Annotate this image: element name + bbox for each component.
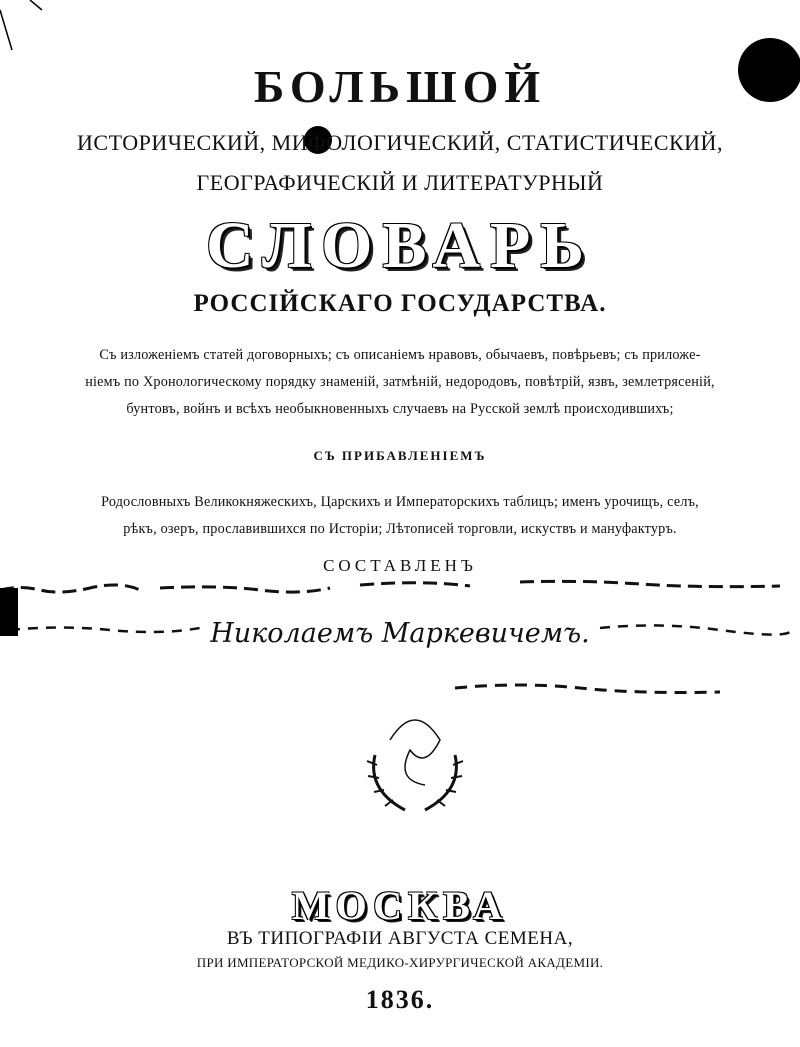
description-line: ніемъ по Хронологическому порядку знаменій, затмѣній, недородовъ, повѣтрій, язвъ, землетрясеній, bbox=[85, 374, 715, 390]
title-state: РОССІЙСКАГО ГОСУДАРСТВА. bbox=[193, 290, 607, 317]
imprint-city: МОСКВА bbox=[291, 883, 509, 928]
author-name: Николаемъ Маркевичемъ. bbox=[210, 618, 590, 649]
description-line: рѣкъ, озеръ, прославившихся по Исторіи; Лѣтописей торговли, искуствъ и мануфактуръ. bbox=[123, 521, 677, 537]
description-line: Съ изложеніемъ статей договорныхъ; съ описаніемъ нравовъ, обычаевъ, повѣрьевъ; съ приложе- bbox=[99, 347, 701, 363]
imprint-academy: ПРИ ИМПЕРАТОРСКОЙ МЕДИКО-ХИРУРГИЧЕСКОЙ АКАДЕМІИ. bbox=[196, 955, 604, 970]
scan-mark bbox=[30, 0, 42, 10]
imprint-printer: ВЪ ТИПОГРАФІИ АВГУСТА СЕМЕНА, bbox=[226, 928, 574, 949]
description-line: Родословныхъ Великокняжескихъ, Царскихъ и Императорскихъ таблицъ; именъ урочищъ, селъ, bbox=[101, 494, 699, 510]
title-large-word: БОЛЬШОЙ bbox=[253, 61, 547, 112]
description-subtitle: СЪ ПРИБАВЛЕНІЕМЪ bbox=[313, 448, 487, 463]
description-line: бунтовъ, войнъ и всѣхъ необыкновенныхъ случаевъ на Русской землѣ происходившихъ; bbox=[126, 401, 674, 417]
title-subline-2: ГЕОГРАФИЧЕСКІЙ И ЛИТЕРАТУРНЫЙ bbox=[196, 170, 604, 195]
monogram-wreath bbox=[367, 720, 463, 810]
title-subline-1: ИСТОРИЧЕСКИЙ, МИФОЛОГИЧЕСКИЙ, СТАТИСТИЧЕСКИЙ, bbox=[77, 130, 723, 155]
title-main-word: СЛОВАРЬ bbox=[205, 209, 594, 282]
ink-scribble bbox=[455, 685, 720, 693]
compiled-by-label: СОСТАВЛЕНЪ bbox=[323, 556, 477, 575]
imprint-year: 1836. bbox=[365, 985, 435, 1014]
scan-mark bbox=[0, 10, 12, 50]
ink-scribble bbox=[0, 581, 780, 592]
